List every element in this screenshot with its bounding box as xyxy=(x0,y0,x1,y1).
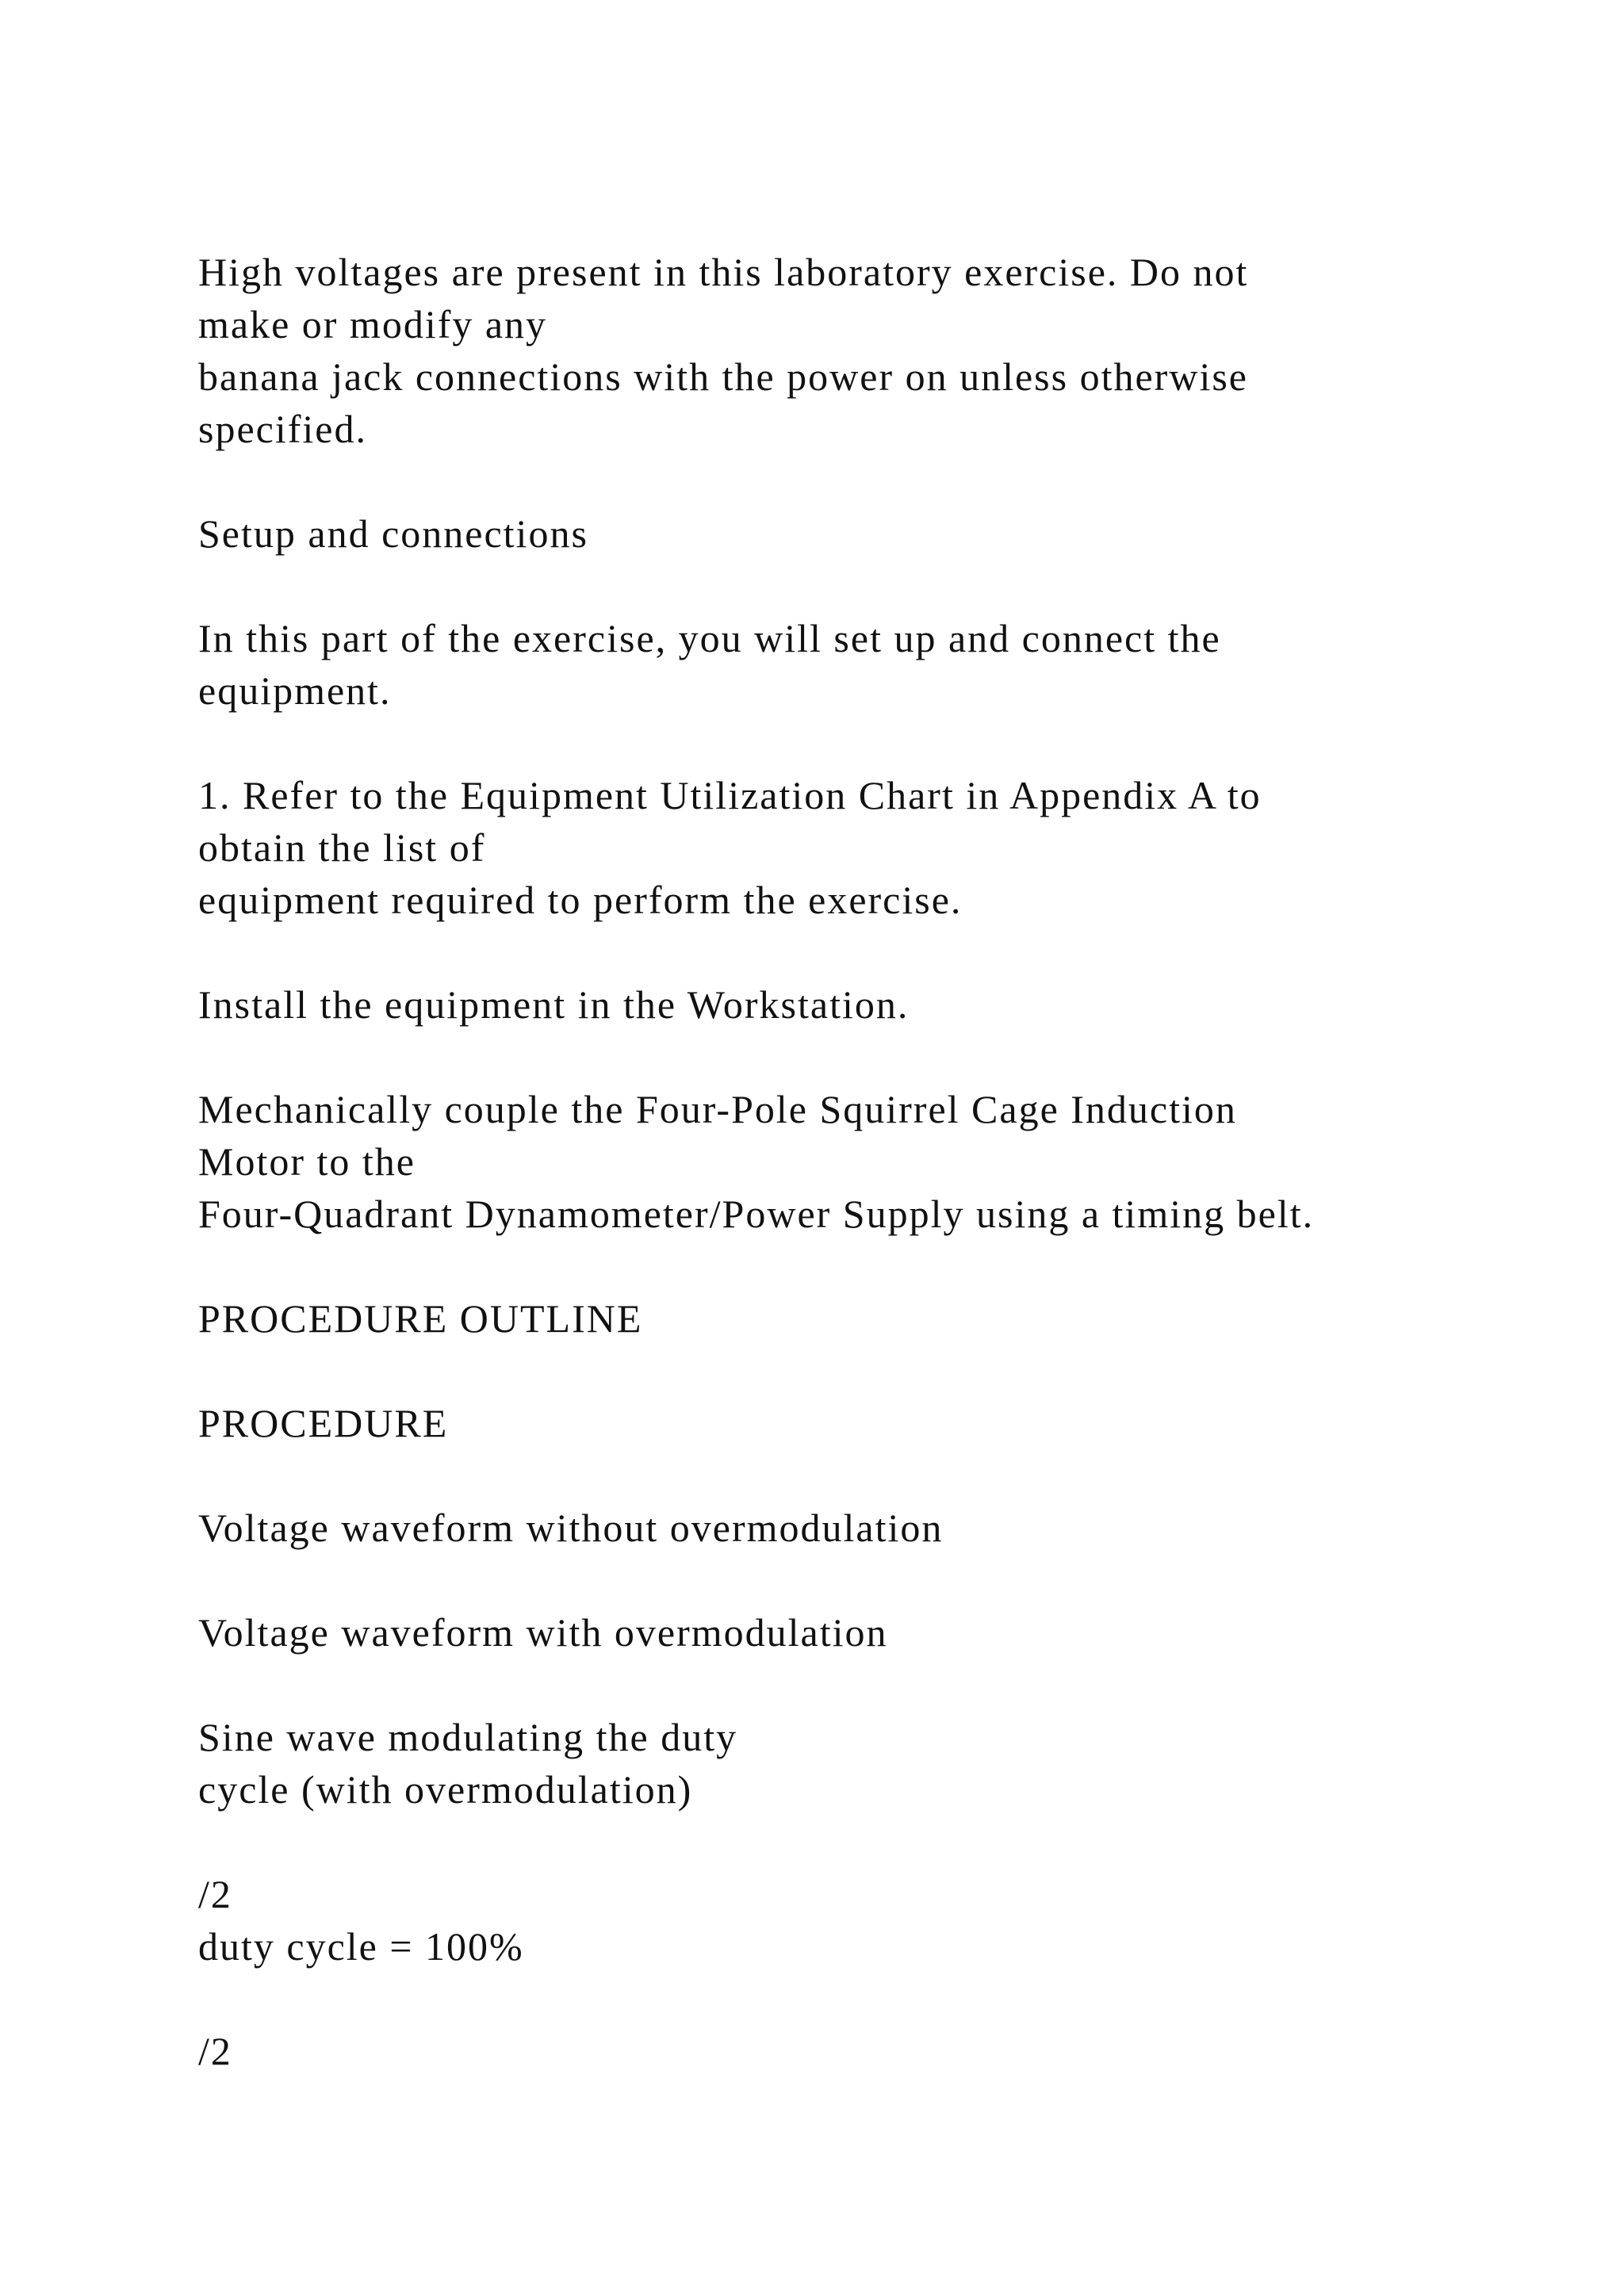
couple-line-1: Mechanically couple the Four-Pole Squirrel Cage Induction xyxy=(198,1087,1237,1131)
paragraph-gap xyxy=(198,1816,1546,1868)
step1-line-3: equipment required to perform the exercise. xyxy=(198,878,963,922)
setup-intro-line-1: In this part of the exercise, you will set up and connect the xyxy=(198,616,1221,660)
waveform-without-label: Voltage waveform without overmodulation xyxy=(198,1506,944,1550)
waveform-with-label: Voltage waveform with overmodulation xyxy=(198,1610,888,1655)
couple-line-3: Four-Quadrant Dynamometer/Power Supply using a timing belt. xyxy=(198,1192,1315,1236)
warning-line-4: specified. xyxy=(198,407,367,451)
paragraph-gap xyxy=(198,455,1546,507)
paragraph-gap xyxy=(198,926,1546,978)
fraction-label-1: /2 xyxy=(198,1872,232,1916)
fraction-label-2: /2 xyxy=(198,2029,232,2073)
sine-wave-line-1: Sine wave modulating the duty xyxy=(198,1715,738,1759)
paragraph-gap xyxy=(198,1031,1546,1083)
step1-line-1: 1. Refer to the Equipment Utilization Chart in Appendix A to xyxy=(198,773,1262,817)
warning-line-3: banana jack connections with the power on unless otherwise xyxy=(198,354,1248,399)
procedure-outline-heading: PROCEDURE OUTLINE xyxy=(198,1296,643,1341)
paragraph-gap xyxy=(198,1973,1546,2025)
paragraph-gap xyxy=(198,717,1546,769)
paragraph-gap xyxy=(198,1240,1546,1292)
paragraph-gap xyxy=(198,1449,1546,1502)
warning-line-2: make or modify any xyxy=(198,302,548,346)
install-instruction: Install the equipment in the Workstation. xyxy=(198,982,910,1027)
paragraph-gap xyxy=(198,1345,1546,1397)
duty-cycle-label: duty cycle = 100% xyxy=(198,1924,524,1969)
setup-intro-line-2: equipment. xyxy=(198,668,392,713)
paragraph-gap xyxy=(198,1659,1546,1711)
sine-wave-line-2: cycle (with overmodulation) xyxy=(198,1767,693,1812)
paragraph-gap xyxy=(198,560,1546,612)
paragraph-gap xyxy=(198,1554,1546,1606)
document-body xyxy=(198,246,1546,2077)
warning-line-1: High voltages are present in this laboratory exercise. Do not xyxy=(198,250,1249,294)
step1-line-2: obtain the list of xyxy=(198,825,486,870)
procedure-heading: PROCEDURE xyxy=(198,1401,449,1445)
setup-heading: Setup and connections xyxy=(198,511,588,556)
couple-line-2: Motor to the xyxy=(198,1139,416,1184)
